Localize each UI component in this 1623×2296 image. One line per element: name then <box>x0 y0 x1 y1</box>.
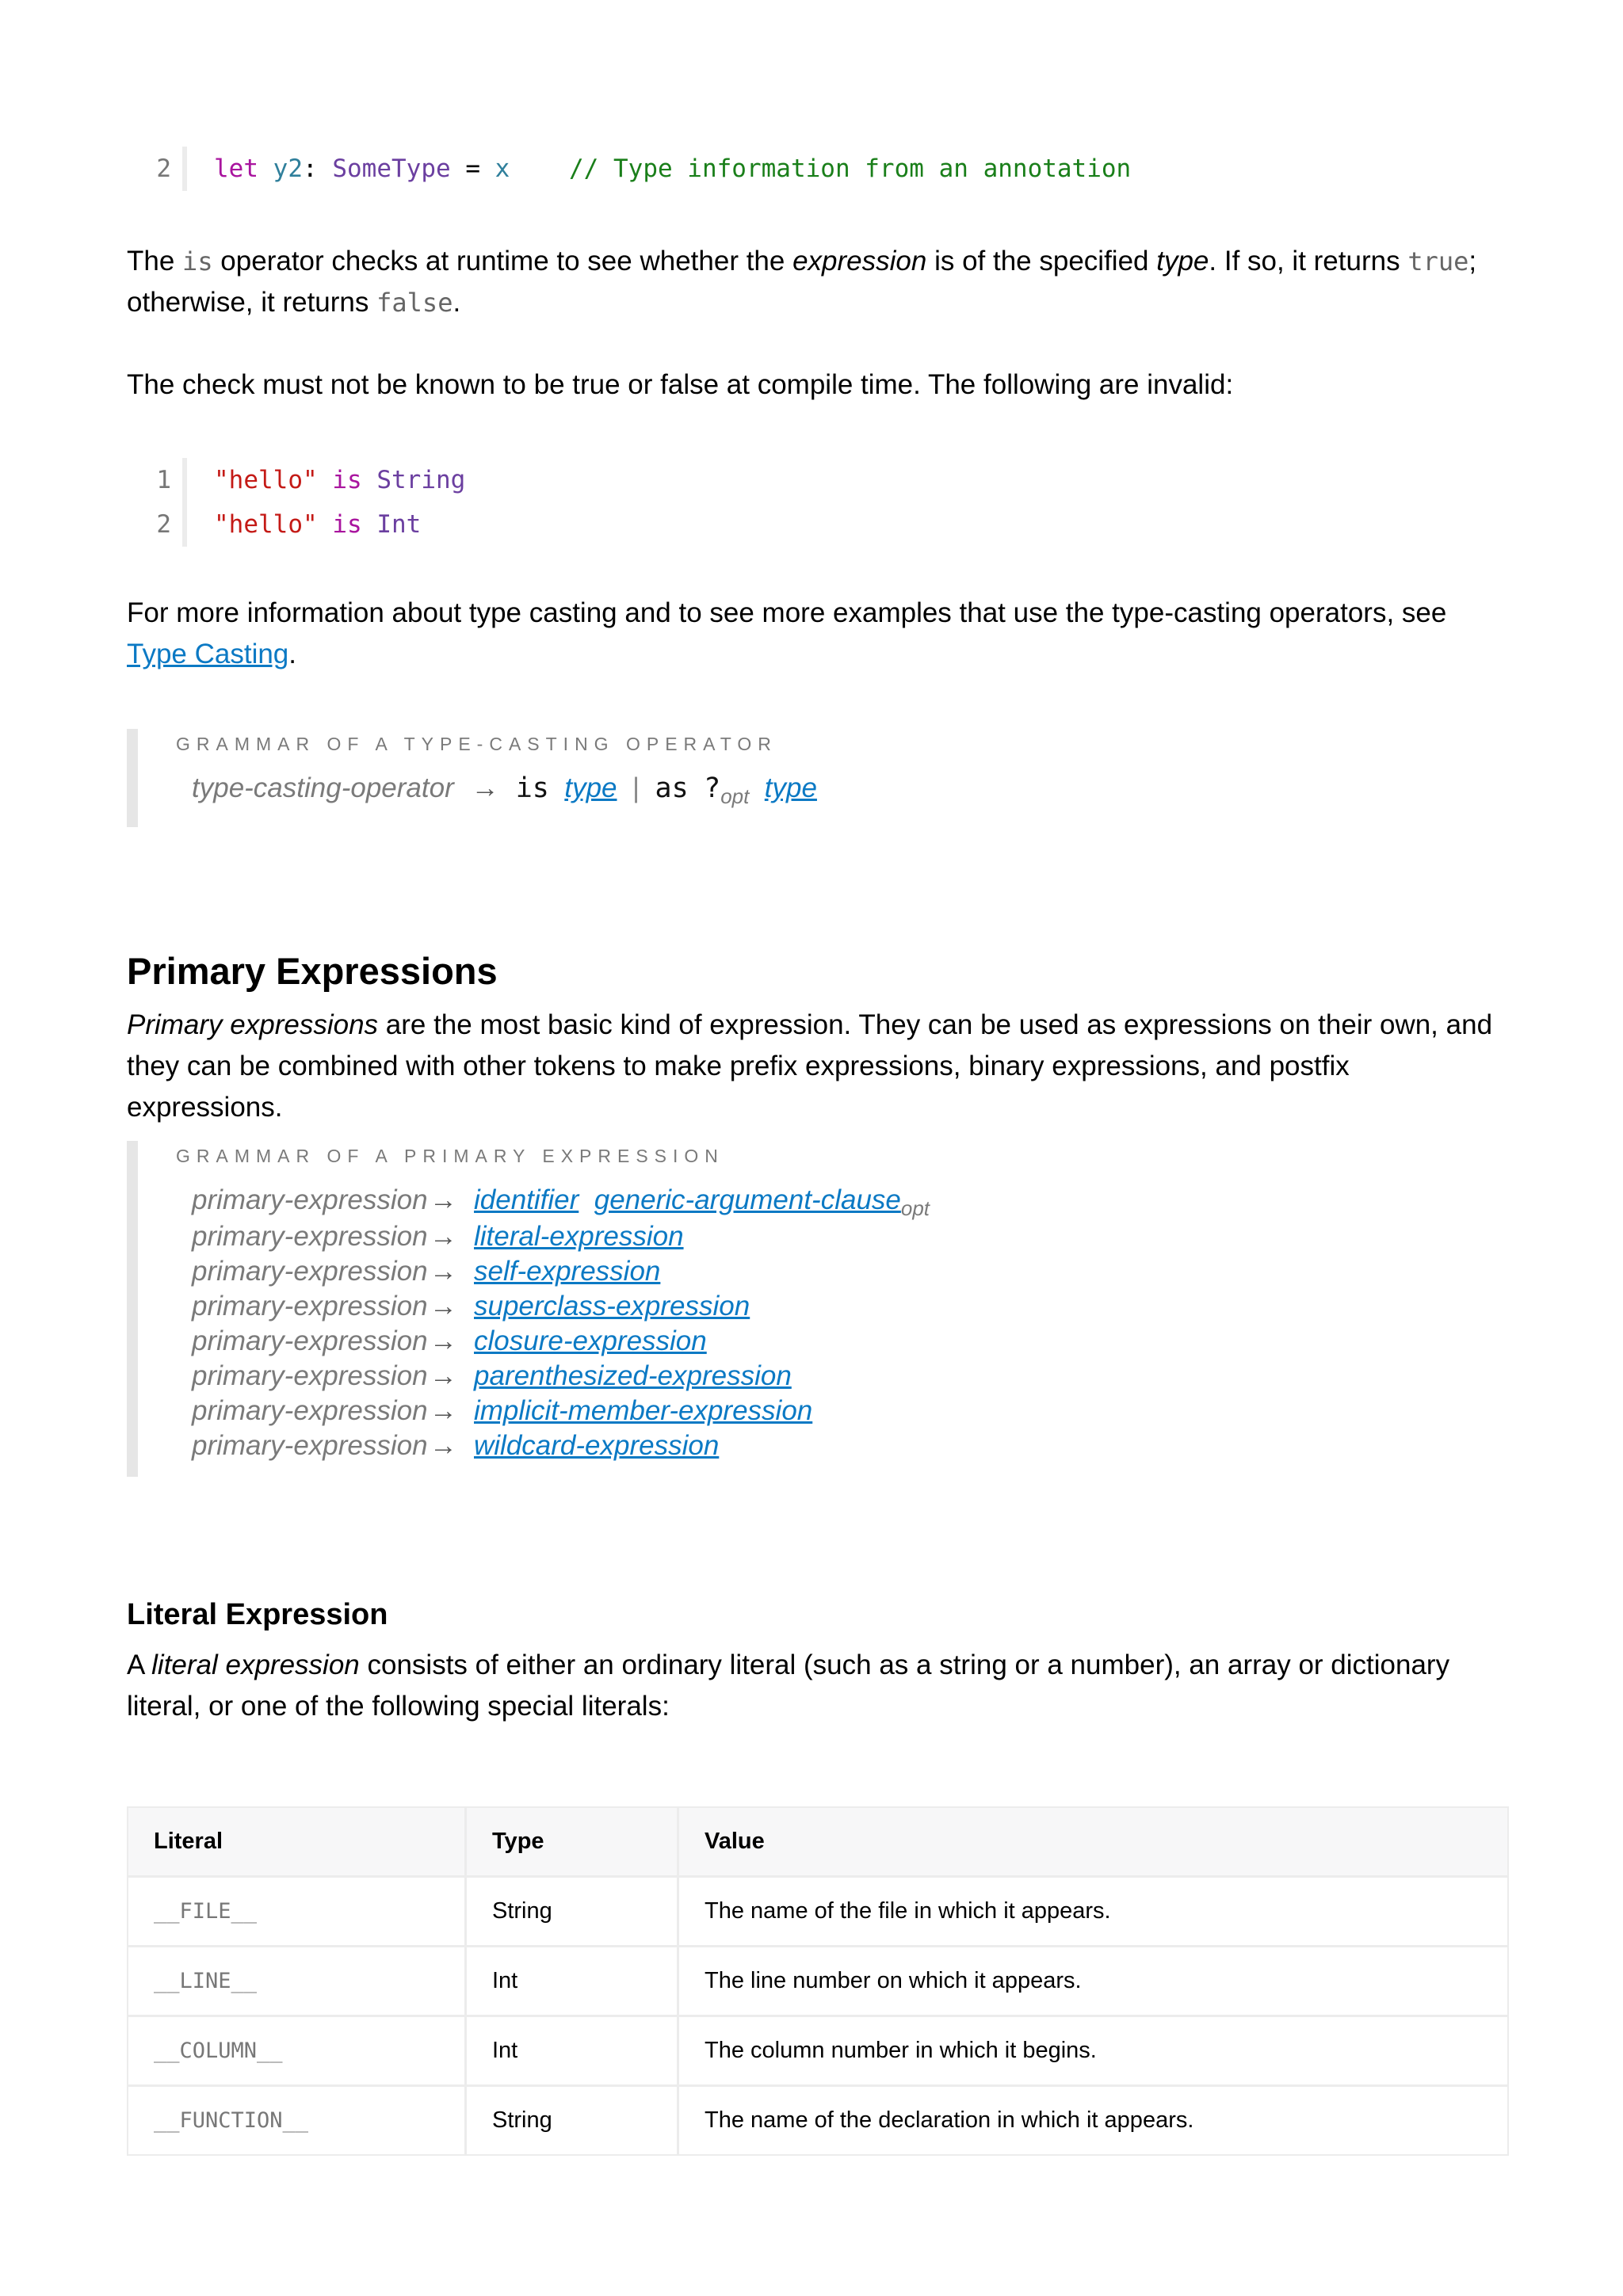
grammar-rhs <box>474 1291 750 1322</box>
cell-type: String <box>467 2087 679 2154</box>
grammar-lhs: type-casting-operator <box>192 772 454 803</box>
text: The <box>127 246 183 277</box>
line-number: 2 <box>127 502 187 547</box>
code-text <box>187 466 465 494</box>
link-type-casting[interactable]: Type Casting <box>127 639 289 669</box>
code-comment: // Type information from an annotation <box>569 154 1132 183</box>
arrow-icon: → <box>430 1184 457 1215</box>
heading-primary-expressions: Primary Expressions <box>127 950 498 992</box>
column-header-type: Type <box>467 1808 679 1875</box>
keyword-as: as <box>655 772 689 804</box>
heading-literal-expression: Literal Expression <box>127 1598 388 1631</box>
code-line <box>127 502 1506 547</box>
column-header-value: Value <box>705 1829 765 1854</box>
text: ; otherwise, it returns <box>127 246 1477 318</box>
text: . <box>288 639 297 669</box>
grammar-rule <box>192 1360 1517 1395</box>
text: is of the specified <box>926 246 1157 277</box>
code-line <box>127 458 1506 502</box>
cell-value: The line number on which it appears. <box>705 1968 1082 1993</box>
keyword-is: is <box>515 772 549 804</box>
grammar-rhs <box>474 1221 684 1253</box>
opt-subscript: opt <box>720 784 750 808</box>
cell-value: The column number in which it begins. <box>705 2038 1097 2063</box>
arrow-icon: → <box>430 1291 457 1322</box>
code-text <box>187 154 1131 183</box>
code-keyword: let <box>214 154 258 183</box>
grammar-rule <box>192 1256 1517 1291</box>
grammar-rule <box>192 1395 1517 1430</box>
grammar-rule <box>192 1184 1517 1221</box>
arrow-icon: → <box>430 1325 457 1356</box>
code-type: SomeType <box>332 154 451 183</box>
grammar-alternation: | <box>632 772 640 803</box>
grammar-lhs: primary-expression <box>192 1184 428 1215</box>
line-number: 2 <box>127 147 187 191</box>
paragraph-literal-expression <box>127 1645 1506 1727</box>
cell-literal: __FILE__ <box>128 1878 467 1945</box>
cell-type: Int <box>467 1947 679 2015</box>
cell-literal: __LINE__ <box>128 1947 467 2015</box>
arrow-icon: → <box>430 1430 457 1461</box>
text: consists of either an ordinary literal (such as a string or a number), an array or dictionary literal, or one of the following special literals: <box>127 1650 1450 1722</box>
arrow-icon: → <box>430 1221 457 1252</box>
grammar-box-type-casting <box>127 729 1517 827</box>
inline-code-is: is <box>182 246 213 277</box>
cell-literal: __FUNCTION__ <box>128 2087 467 2154</box>
link-implicit-member-expression[interactable]: implicit-member-expression <box>474 1395 813 1426</box>
cell-type: Int <box>467 2017 679 2084</box>
grammar-rule <box>192 772 1517 809</box>
table-row <box>128 1878 1507 1947</box>
cell-type: String <box>467 1878 679 1945</box>
link-parenthesized-expression[interactable]: parenthesized-expression <box>474 1360 792 1391</box>
table-row <box>128 1947 1507 2017</box>
code-equals: = <box>465 154 480 183</box>
code-type: String <box>376 466 466 494</box>
text: operator checks at runtime to see whether the <box>212 246 793 277</box>
arrow-icon: → <box>430 1256 457 1287</box>
grammar-rhs <box>474 1325 707 1357</box>
grammar-box-primary-expression <box>127 1141 1517 1477</box>
emphasis-term: literal expression <box>151 1650 360 1680</box>
emphasis-term: Primary expressions <box>127 1009 379 1040</box>
cell-value: The name of the declaration in which it appears. <box>705 2107 1194 2133</box>
code-block-invalid <box>127 458 1506 547</box>
column-header-literal: Literal <box>128 1808 467 1875</box>
line-number: 1 <box>127 458 187 502</box>
arrow-icon: → <box>430 1395 457 1426</box>
emphasis-type: type <box>1156 246 1209 277</box>
code-keyword: is <box>332 510 362 539</box>
text: For more information about type casting and to see more examples that use the type-casting operators, see <box>127 597 1447 628</box>
emphasis-expression: expression <box>792 246 927 277</box>
code-keyword: is <box>332 466 362 494</box>
text: . If so, it returns <box>1209 246 1408 277</box>
link-wildcard-expression[interactable]: wildcard-expression <box>474 1430 720 1461</box>
grammar-lhs: primary-expression <box>192 1395 428 1426</box>
paragraph-more-info <box>127 593 1506 675</box>
arrow-icon: → <box>471 772 499 803</box>
code-identifier: y2 <box>273 154 303 183</box>
opt-subscript: opt <box>900 1196 930 1220</box>
link-identifier[interactable]: identifier <box>474 1184 579 1215</box>
code-string: "hello" <box>214 510 318 539</box>
grammar-heading: GRAMMAR OF A PRIMARY EXPRESSION <box>176 1146 724 1166</box>
code-value: x <box>495 154 510 183</box>
cell-value: The name of the file in which it appears. <box>705 1898 1111 1924</box>
code-string: "hello" <box>214 466 318 494</box>
text: . <box>453 287 461 318</box>
link-literal-expression[interactable]: literal-expression <box>474 1221 684 1252</box>
paragraph-compile-time: The check must not be known to be true or false at compile time. The following are invalid: <box>127 369 1234 400</box>
link-self-expression[interactable]: self-expression <box>474 1256 661 1287</box>
cell-literal: __COLUMN__ <box>128 2017 467 2084</box>
paragraph-is-operator <box>127 241 1506 323</box>
grammar-lhs: primary-expression <box>192 1291 428 1322</box>
code-line <box>127 147 1506 191</box>
text: are the most basic kind of expression. They can be used as expressions on their own, and they can be combined with other tokens to make prefix expressions, binary expressions, and postfix expressions. <box>127 1009 1493 1123</box>
grammar-lhs: primary-expression <box>192 1430 428 1461</box>
grammar-lhs: primary-expression <box>192 1256 428 1287</box>
link-generic-argument-clause[interactable]: generic-argument-clause <box>594 1184 901 1215</box>
table-row <box>128 2017 1507 2087</box>
link-type[interactable]: type <box>564 772 617 803</box>
text: A <box>127 1650 152 1680</box>
code-type: Int <box>376 510 422 539</box>
grammar-rhs <box>474 1430 719 1462</box>
grammar-rhs <box>474 1184 930 1221</box>
grammar-rule <box>192 1221 1517 1256</box>
grammar-rhs <box>474 1256 660 1287</box>
special-literals-table <box>127 1806 1509 2156</box>
table-row <box>128 2087 1507 2154</box>
table-header-row <box>128 1808 1507 1878</box>
inline-code-true: true <box>1407 246 1469 277</box>
grammar-rule <box>192 1325 1517 1360</box>
grammar-lhs: primary-expression <box>192 1325 428 1356</box>
code-text <box>187 510 421 539</box>
grammar-heading: GRAMMAR OF A TYPE-CASTING OPERATOR <box>176 734 777 754</box>
link-closure-expression[interactable]: closure-expression <box>474 1325 707 1356</box>
grammar-rule <box>192 1291 1517 1325</box>
grammar-lhs: primary-expression <box>192 1221 428 1252</box>
grammar-rhs <box>474 1360 792 1392</box>
keyword-question: ? <box>704 772 721 804</box>
code-colon: : <box>303 154 318 183</box>
paragraph-primary-expressions <box>127 1005 1506 1128</box>
code-block-annotation <box>127 147 1506 191</box>
link-type[interactable]: type <box>764 772 817 803</box>
grammar-rhs <box>474 1395 812 1427</box>
grammar-rule <box>192 1430 1517 1465</box>
grammar-rhs <box>516 772 817 809</box>
arrow-icon: → <box>430 1360 457 1391</box>
inline-code-false: false <box>376 288 453 318</box>
grammar-lhs: primary-expression <box>192 1360 428 1391</box>
link-superclass-expression[interactable]: superclass-expression <box>474 1291 750 1322</box>
